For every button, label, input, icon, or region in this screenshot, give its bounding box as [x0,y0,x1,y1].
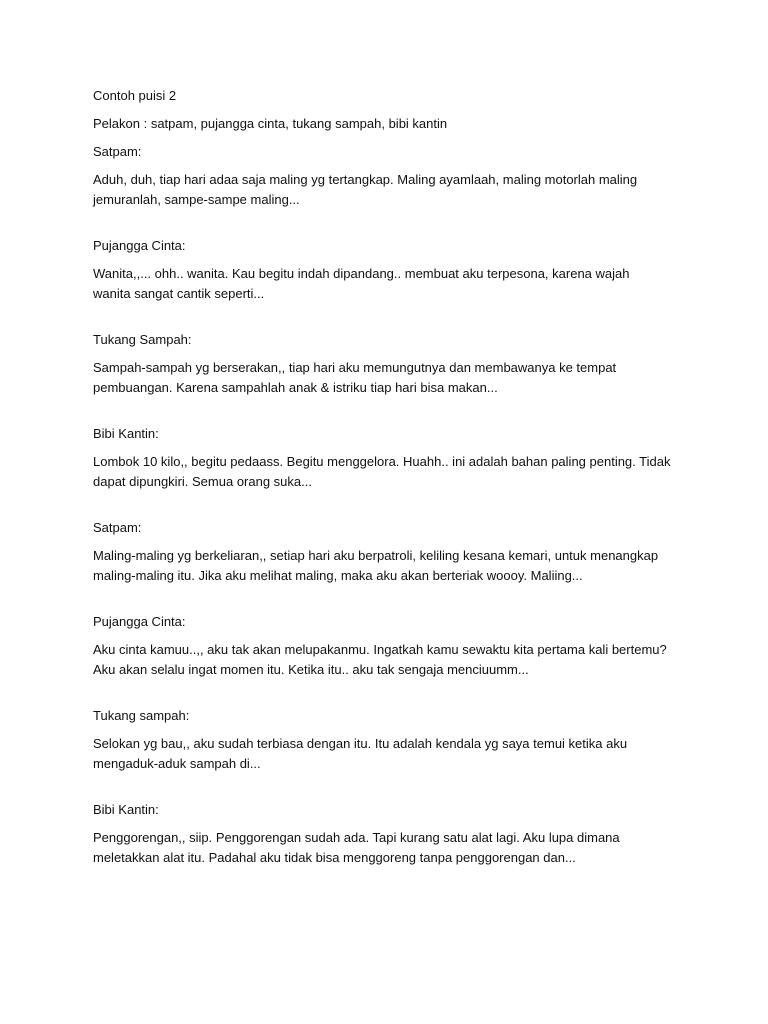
dialogue-section [93,612,683,680]
dialogue-line: pembuangan. Karena sampahlah anak & istriku tiap hari bisa makan... [93,380,498,395]
dialogue-section [93,236,683,304]
cast-list: Pelakon : satpam, pujangga cinta, tukang sampah, bibi kantin [93,116,448,131]
speaker-name: Bibi Kantin: [93,426,159,441]
dialogue-section [93,518,683,586]
dialogue-section [93,706,683,774]
dialogue-line: dapat dipungkiri. Semua orang suka... [93,474,312,489]
speaker-name: Tukang sampah: [93,708,190,723]
dialogue-line: maling-maling itu. Jika aku melihat maling, maka aku akan berteriak woooy. Maliing... [93,568,583,583]
speaker-name: Bibi Kantin: [93,802,159,817]
dialogue-line: Wanita,,... ohh.. wanita. Kau begitu indah dipandang.. membuat aku terpesona, karena wajah [93,266,630,281]
section-spacer [93,210,683,236]
dialogue-line: Aku cinta kamuu..,, aku tak akan melupakanmu. Ingatkah kamu sewaktu kita pertama kali bertemu? [93,642,667,657]
dialogue-section [93,424,683,492]
section-spacer [93,680,683,706]
section-spacer [93,398,683,424]
dialogue-section [93,800,683,868]
dialogue-line: meletakkan alat itu. Padahal aku tidak bisa menggoreng tanpa penggorengan dan... [93,850,576,865]
section-spacer [93,304,683,330]
speaker-name: Satpam: [93,520,142,535]
dialogue-line: Aduh, duh, tiap hari adaa saja maling yg tertangkap. Maling ayamlaah, maling motorlah maling [93,172,638,187]
dialogue-line: mengaduk-aduk sampah di... [93,756,261,771]
dialogue-line: Sampah-sampah yg berserakan,, tiap hari aku memungutnya dan membawanya ke tempat [93,360,617,375]
section-spacer [93,774,683,800]
section-spacer [93,586,683,612]
dialogue-section [93,330,683,398]
document-body [93,86,683,868]
dialogue-line: Lombok 10 kilo,, begitu pedaass. Begitu menggelora. Huahh.. ini adalah bahan paling penting. Tidak [93,454,671,469]
speaker-name: Pujangga Cinta: [93,238,186,253]
dialogue-section [93,142,683,210]
dialogue-line: Maling-maling yg berkeliaran,, setiap hari aku berpatroli, keliling kesana kemari, untuk menangkap [93,548,659,563]
speaker-name: Pujangga Cinta: [93,614,186,629]
speaker-name: Tukang Sampah: [93,332,192,347]
speaker-name: Satpam: [93,144,142,159]
section-spacer [93,492,683,518]
document-title: Contoh puisi 2 [93,88,177,103]
dialogue-line: Aku akan selalu ingat momen itu. Ketika itu.. aku tak sengaja menciuumm... [93,662,529,677]
dialogue-line: wanita sangat cantik seperti... [93,286,265,301]
dialogue-line: jemuranlah, sampe-sampe maling... [93,192,300,207]
dialogue-line: Selokan yg bau,, aku sudah terbiasa dengan itu. Itu adalah kendala yg saya temui ketika aku [93,736,628,751]
dialogue-line: Penggorengan,, siip. Penggorengan sudah ada. Tapi kurang satu alat lagi. Aku lupa dimana [93,830,620,845]
